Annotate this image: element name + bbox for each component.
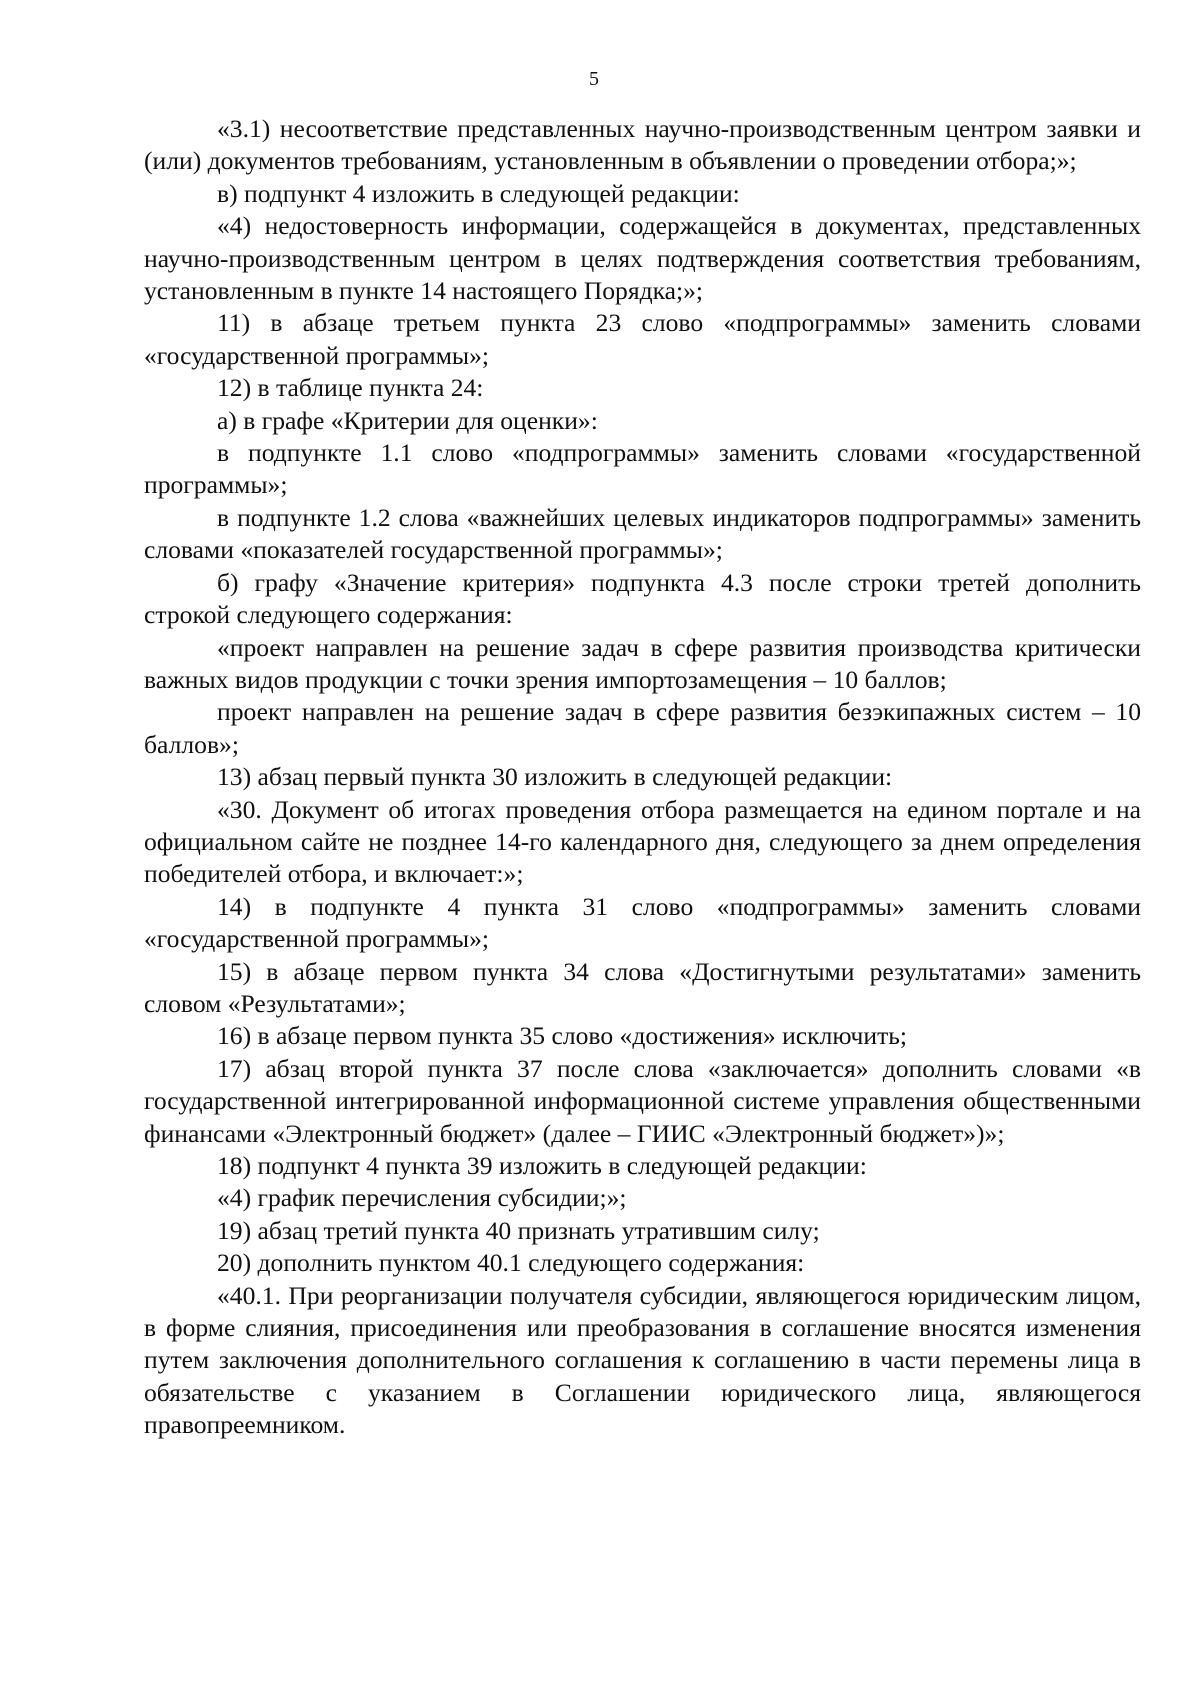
paragraph-item-15: 15) в абзаце первом пункта 34 слова «Достигнутыми результатами» заменить словом «Результатами»;: [144, 956, 1141, 1018]
paragraph-subpoint-1-2: в подпункте 1.2 слова «важнейших целевых индикаторов подпрограммы» заменить словами «показателей государственной программы»;: [144, 502, 1141, 565]
paragraph-item-14: 14) в подпункте 4 пункта 31 слово «подпрограммы» заменить словами «государственной программы»;: [144, 891, 1141, 954]
page-number: 5: [589, 68, 599, 90]
paragraph-project-unmanned-systems: проект направлен на решение задач в сфере развития безэкипажных систем – 10 баллов»;: [144, 697, 1141, 759]
paragraph-item-20: 20) дополнить пунктом 40.1 следующего содержания:: [217, 1248, 805, 1278]
paragraph-item-11: 11) в абзаце третьем пункта 23 слово «подпрограммы» заменить словами «государственной программы»;: [144, 308, 1141, 370]
paragraph-point-30-text: «30. Документ об итогах проведения отбора размещается на едином портале и на официальном сайте не позднее 14-го календарного дня, следующего за днем определения победителей отбора, и включает:»;: [144, 794, 1141, 889]
paragraph-subpoint-4-schedule: «4) график перечисления субсидии;»;: [217, 1183, 627, 1213]
paragraph-subpoint-v: в) подпункт 4 изложить в следующей редакции:: [217, 178, 740, 208]
paragraph-subpoint-a: а) в графе «Критерии для оценки»:: [217, 405, 598, 435]
paragraph-subpoint-4-text: «4) недостоверность информации, содержащейся в документах, представленных научно-производственным центром в целях подтверждения соответствия требованиям, установленным в пункте 14 настоящего Порядка;»;: [144, 211, 1141, 306]
document-body: [144, 113, 1141, 1442]
paragraph-item-19: 19) абзац третий пункта 40 признать утратившим силу;: [217, 1215, 820, 1245]
paragraph-subpoint-b: б) графу «Значение критерия» подпункта 4.3 после строки третей дополнить строкой следующего содержания:: [144, 567, 1141, 630]
paragraph-item-18: 18) подпункт 4 пункта 39 изложить в следующей редакции:: [217, 1151, 867, 1180]
paragraph-item-16: 16) в абзаце первом пункта 35 слово «достижения» исключить;: [217, 1021, 908, 1051]
paragraph-item-12: 12) в таблице пункта 24:: [217, 373, 484, 403]
paragraph-item-13: 13) абзац первый пункта 30 изложить в следующей редакции:: [217, 762, 893, 792]
paragraph-point-40-1-text: «40.1. При реорганизации получателя субсидии, являющегося юридическим лицом, в форме слияния, присоединения или преобразования в соглашение вносятся изменения путем заключения дополнительного соглашения к соглашению в части перемены лица в обязательстве с указанием в Соглашении юридического лица, являющегося правопреемником.: [144, 1280, 1141, 1440]
paragraph-3-1-text: «3.1) несоответствие представленных научно-производственным центром заявки и (или) документов требованиям, установленным в объявлении о проведении отбора;»;: [144, 114, 1141, 176]
paragraph-subpoint-1-1: в подпункте 1.1 слово «подпрограммы» заменить словами «государственной программы»;: [144, 438, 1141, 500]
paragraph-project-import-substitution: «проект направлен на решение задач в сфере развития производства критически важных видов продукции с точки зрения импортозамещения – 10 баллов;: [144, 632, 1141, 694]
paragraph-item-17: 17) абзац второй пункта 37 после слова «заключается» дополнить словами «в государственной интегрированной информационной системе управления общественными финансами «Электронный бюджет» (далее – ГИИС «Электронный бюджет»)»;: [144, 1053, 1141, 1148]
